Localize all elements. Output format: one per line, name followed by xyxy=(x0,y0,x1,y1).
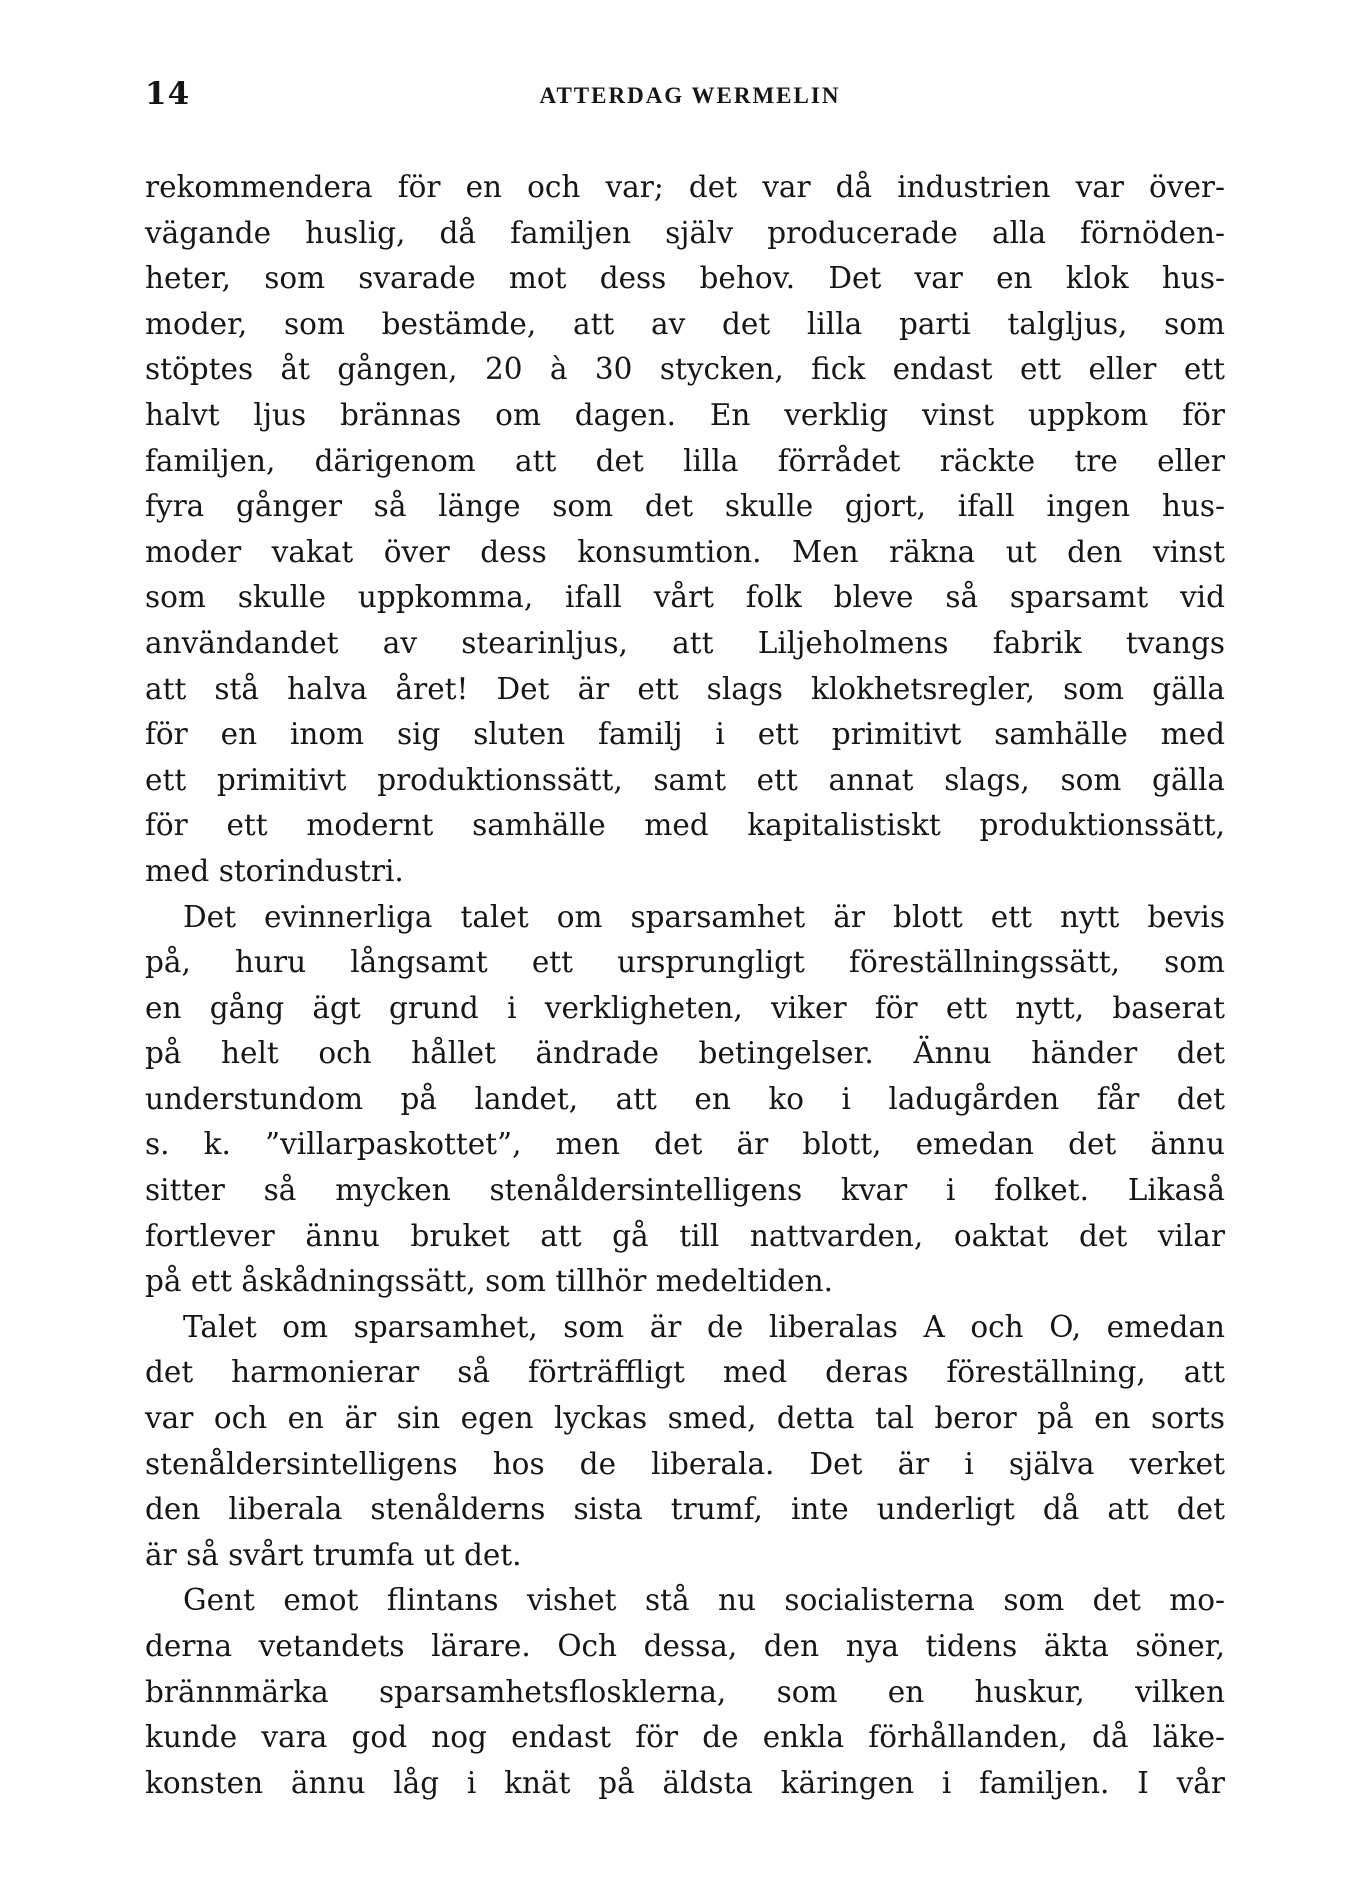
text-line: konsten ännu låg i knät på äldsta käringen i familjen. I vår xyxy=(145,1765,1225,1800)
text-line: fortlever ännu bruket att gå till nattvarden, oaktat det vilar xyxy=(145,1218,1225,1253)
page-number: 14 xyxy=(145,76,191,112)
text-line: för en inom sig sluten familj i ett primitivt samhälle med xyxy=(145,717,1225,752)
text-line: en gång ägt grund i verkligheten, viker för ett nytt, baserat xyxy=(145,990,1225,1025)
text-line: på, huru långsamt ett ursprungligt föreställningssätt, som xyxy=(145,945,1225,980)
text-line: stöptes åt gången, 20 à 30 stycken, fick endast ett eller ett xyxy=(145,352,1225,387)
text-line: för ett modernt samhälle med kapitalistiskt produktionssätt, xyxy=(145,808,1225,843)
paragraph xyxy=(145,1578,1225,1806)
text-line: på ett åskådningssätt, som tillhör medeltiden. xyxy=(145,1264,833,1299)
text-line: Talet om sparsamhet, som är de liberalas A och O, emedan xyxy=(183,1309,1225,1344)
text-line: ett primitivt produktionssätt, samt ett annat slags, som gälla xyxy=(145,762,1225,797)
text-line: brännmärka sparsamhetsflosklerna, som en huskur, vilken xyxy=(145,1674,1225,1709)
text-line: halvt ljus brännas om dagen. En verklig vinst uppkom för xyxy=(145,397,1225,432)
text-line: stenåldersintelligens hos de liberala. Det är i själva verket xyxy=(145,1446,1225,1481)
text-line: Det evinnerliga talet om sparsamhet är blott ett nytt bevis xyxy=(183,899,1225,934)
running-head xyxy=(145,76,1235,116)
text-line: sitter så mycken stenåldersintelligens kvar i folket. Likaså xyxy=(145,1173,1225,1208)
text-line: s. k. ”villarpaskottet”, men det är blott, emedan det ännu xyxy=(145,1127,1225,1162)
running-title: ATTERDAG WERMELIN xyxy=(539,83,841,108)
text-line: moder, som bestämde, att av det lilla parti talgljus, som xyxy=(145,306,1225,341)
text-line: fyra gånger så länge som det skulle gjort, ifall ingen hus- xyxy=(145,489,1225,524)
text-line: kunde vara god nog endast för de enkla förhållanden, då läke- xyxy=(145,1720,1225,1755)
text-line: familjen, därigenom att det lilla förrådet räckte tre eller xyxy=(145,443,1225,478)
text-line: användandet av stearinljus, att Liljeholmens fabrik tvangs xyxy=(145,625,1225,660)
text-line: att stå halva året! Det är ett slags klokhetsregler, som gälla xyxy=(145,671,1225,706)
text-line: derna vetandets lärare. Och dessa, den nya tidens äkta söner, xyxy=(145,1629,1225,1663)
text-line: heter, som svarade mot dess behov. Det var en klok hus- xyxy=(145,261,1225,296)
text-line: rekommendera för en och var; det var då industrien var över- xyxy=(145,170,1225,204)
paragraph xyxy=(145,1305,1225,1579)
text-line: det harmonierar så förträffligt med deras föreställning, att xyxy=(145,1355,1225,1390)
text-line: vägande huslig, då familjen själv producerade alla förnöden- xyxy=(145,215,1225,250)
text-line: var och en är sin egen lyckas smed, detta tal beror på en sorts xyxy=(145,1401,1225,1436)
text-line: med storindustri. xyxy=(145,853,404,888)
body-text xyxy=(145,165,1225,1806)
text-line: på helt och hållet ändrade betingelser. Ännu händer det xyxy=(145,1036,1225,1071)
text-line: understundom på landet, att en ko i ladugården får det xyxy=(145,1081,1225,1116)
text-line: moder vakat över dess konsumtion. Men räkna ut den vinst xyxy=(145,534,1225,569)
text-line: är så svårt trumfa ut det. xyxy=(145,1537,522,1572)
text-line: Gent emot flintans vishet stå nu socialisterna som det mo- xyxy=(183,1583,1225,1618)
text-line: som skulle uppkomma, ifall vårt folk bleve så sparsamt vid xyxy=(145,580,1225,615)
text-line: den liberala stenålderns sista trumf, inte underligt då att det xyxy=(145,1492,1225,1527)
paragraph xyxy=(145,895,1225,1305)
paragraph xyxy=(145,165,1225,895)
